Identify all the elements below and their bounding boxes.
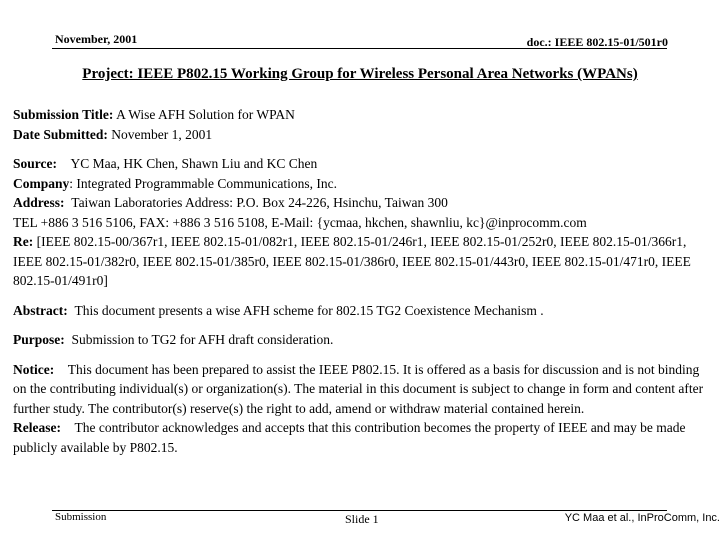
submission-title-label: Submission Title: <box>13 107 114 122</box>
release: The contributor acknowledges and accepts that this contribution becomes the property of IEEE and may be made publicly available by P802.15. <box>13 420 686 455</box>
date-submitted: November 1, 2001 <box>111 126 213 142</box>
address: Taiwan Laboratories Address: P.O. Box 24-226, Hsinchu, Taiwan 300 <box>71 195 448 210</box>
company-line <box>13 174 713 194</box>
company-label: Company <box>13 175 70 191</box>
notice-label: Notice: <box>13 361 55 377</box>
abstract-line <box>13 301 713 321</box>
project-title: Project: IEEE P802.15 Working Group for Wireless Personal Area Networks (WPANs) <box>82 66 638 82</box>
header-date: November, 2001 <box>55 32 138 46</box>
footer-author: YC Maa et al., InProComm, Inc. <box>564 512 720 524</box>
re-label: Re: <box>13 234 34 249</box>
address-label: Address: <box>13 195 65 210</box>
notice: This document has been prepared to assist the IEEE P802.15. It is offered as a basis for discussion and is not binding on the contributing individual(s) or organization(s). The material in this document is subject to change in form and content after further study. The contributor(s) reserve(s) the right to add, amend or withdraw material contained herein. <box>13 361 704 416</box>
re-line <box>13 232 713 291</box>
submission-title: A Wise AFH Solution for WPAN <box>116 107 295 122</box>
re-references: [IEEE 802.15-00/367r1, IEEE 802.15-01/082r1, IEEE 802.15-01/246r1, IEEE 802.15-01/252r0, IEEE 802.15-01/366r1, IEEE 802.15-01/382r0, IEEE 802.15-01/385r0, IEEE 802.15-01/386r0, IEEE 802.15-01/443r0, IEEE 802.15-01/471r0, IEEE 802.15-01/491r0] <box>13 234 691 288</box>
notice-paragraph <box>13 360 713 419</box>
source-line <box>13 154 713 174</box>
footer-submission: Submission <box>55 511 107 523</box>
contact-line: TEL +886 3 516 5106, FAX: +886 3 516 5108, E-Mail: {ycmaa, hkchen, shawnliu, kc}@inprocomm.com <box>13 214 587 230</box>
company: : Integrated Programmable Communications, Inc. <box>69 175 337 191</box>
purpose: Submission to TG2 for AFH draft consideration. <box>71 332 334 347</box>
header-doc-id: doc.: IEEE 802.15-01/501r0 <box>526 35 668 49</box>
address-line <box>13 193 713 213</box>
date-submitted-line <box>13 125 713 145</box>
release-paragraph <box>13 418 713 457</box>
date-submitted-label: Date Submitted: <box>13 126 108 142</box>
document-body <box>13 105 713 457</box>
abstract-label: Abstract: <box>13 302 68 318</box>
abstract: This document presents a wise AFH scheme for 802.15 TG2 Coexistence Mechanism . <box>74 302 544 318</box>
purpose-label: Purpose: <box>13 332 65 347</box>
release-label: Release: <box>13 420 61 435</box>
footer-rule <box>52 510 667 511</box>
source: YC Maa, HK Chen, Shawn Liu and KC Chen <box>70 156 318 171</box>
purpose-line <box>13 330 713 350</box>
footer-slide-number: Slide 1 <box>345 512 379 526</box>
header-rule <box>52 48 667 49</box>
source-label: Source: <box>13 156 57 171</box>
submission-title-line <box>13 105 713 125</box>
